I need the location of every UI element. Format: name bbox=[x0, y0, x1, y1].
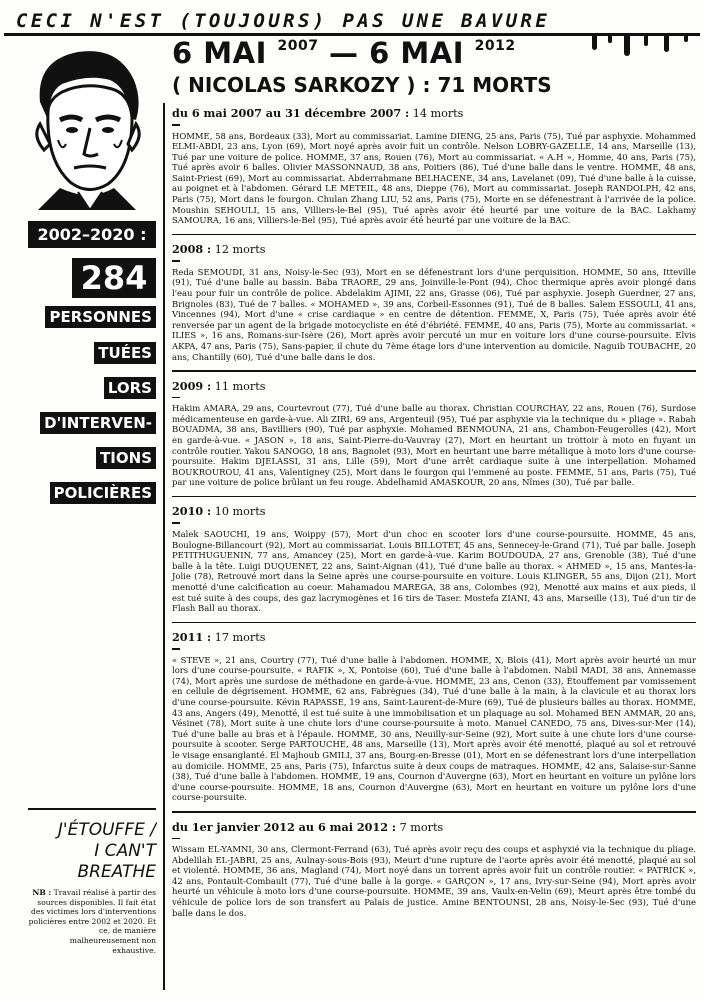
section-heading: 2011 : 17 morts bbox=[172, 630, 266, 645]
section-heading: 2008 : 12 morts bbox=[172, 242, 266, 257]
range-badge: 2002–2020 : bbox=[28, 221, 156, 248]
period-section bbox=[172, 106, 696, 226]
ink-drip bbox=[684, 34, 688, 42]
page-subtitle: ( NICOLAS SARKOZY ) : 71 MORTS bbox=[172, 73, 552, 97]
footnote: NB : Travail réalisé à partir des sources disponibles. Il fait état des victimes lors d'interventions policières entre 2002 et 2020. Et ce, de manière malheureusement non exhaustive. bbox=[28, 888, 156, 955]
banner-text: CECI N'EST (TOUJOURS) PAS UNE BAVURE bbox=[16, 10, 551, 32]
section-text: « STEVE », 21 ans, Courtry (77), Tué d'une balle à l'abdomen. HOMME, X, Blois (41), Mort après avoir heurté un mur lors d'une course-poursuite. « RAFIK », X, Pontoise (60), Tué d'une balle à l'abdomen. Nabil MADI, 38 ans, Annemasse (74), Mort après une surdose de méthadone en garde-à-vue. HOMME, 23 ans, Cenon (33), Étouffement par vomissement en cellule de dégrisement. HOMME, 62 ans, Fabrègues (34), Tué d'une balle à la main, à la clavicule et au thorax lors d'une course-poursuite. Kévin RAPASSE, 19 ans, Saint-Laurent-de-Mure (69), Tué de plusieurs balles au thorax. HOMME, 43 ans, Angers (49), Menotté, il est tué suite à une immobilisation et un plaquage au sol. Mohamed BEN AMMAR, 20 ans, Vésinet (78), Mort suite à une chute lors d'une course-poursuite à moto. Manuel CANEDO, 75 ans, Dives-sur-Mer (14), Tué d'une balle au bras et à l'épaule. HOMME, 30 ans, Neuilly-sur-Seine (92), Mort suite à une chute lors d'une course-poursuite à scooter. Serge PARTOUCHE, 48 ans, Marseille (13), Mort après avoir été menotté, plaqué au sol et retrouvé le visage ensanglanté. El Majhoub GMILI, 37 ans, Bourg-en-Bresse (01), Mort en se défenestrant lors d'une interpellation au domicile. HOMME, 25 ans, Paris (75), Infarctus suite à deux coups de matraques. HOMME, 42 ans, Salaise-sur-Sanne (38), Tué d'une balle à l'abdomen. HOMME, 19 ans, Cournon d'Auvergne (63), Mort en heurtant en voiture un pylône lors d'une course-poursuite. HOMME, 18 ans, Cournon d'Auvergne (63), Mort en heurtant en voiture un pylône lors d'une course-poursuite. bbox=[172, 654, 696, 803]
section-heading: du 1er janvier 2012 au 6 mai 2012 : 7 morts bbox=[172, 819, 444, 834]
section-divider bbox=[172, 811, 696, 813]
period-section bbox=[172, 379, 696, 488]
section-heading: 2009 : 11 morts bbox=[172, 378, 266, 393]
section-text: HOMME, 58 ans, Bordeaux (33), Mort au commissariat. Lamine DIENG, 25 ans, Paris (75), Tué par asphyxie. Mohammed ELMI-ABDI, 23 ans, Lyon (69), Mort noyé après avoir fuit un contrôle. Nelson LOBRY-GAZELLE, 14 ans, Marseille (13), Tué par une voiture de police. HOMME, 37 ans, Rouen (76), Mort au commissariat. « A.H », Homme, 40 ans, Paris (75), Tué après avoir 6 balles. Olivier MASSONNAUD, 38 ans, Poitiers (86), Tué d'une balle dans le ventre. HOMME, 48 ans, Saint-Priest (69), Mort au commissariat. Abderrahmane BELHACENE, 34 ans, Lavelanet (09), Tué d'une balle à la cuisse, au poignet et à l'abdomen. Gérard LE METEIL, 48 ans, Dieppe (76), Mort au commissariat. Joseph RANDOLPH, 42 ans, Paris (75), Mort dans le fourgon. Chulan Zhang LIU, 52 ans, Paris (75), Morte en se défenestrant à l'arrivée de la police. Moushin SEHOULI, 15 ans, Villiers-le-Bel (95), Tué après avoir été heurté par une voiture de la BAC. Lakhamy SAMOURA, 16 ans, Villiers-le-Bel (95), Tué après avoir été heurté par une voiture de la BAC. bbox=[172, 130, 696, 226]
section-heading: du 6 mai 2007 au 31 décembre 2007 : 14 morts bbox=[172, 106, 464, 120]
quote: J'ÉTOUFFE / I CAN'T BREATHE bbox=[57, 820, 156, 882]
page-title: 6 MAI $^{2007}$ — 6 MAI $^{2012}$ bbox=[172, 36, 516, 70]
period-section bbox=[172, 820, 696, 919]
section-divider bbox=[172, 496, 696, 498]
period-section bbox=[172, 242, 696, 362]
period-section bbox=[172, 630, 696, 803]
headline-word: TIONS bbox=[96, 447, 156, 469]
section-heading: 2010 : 10 morts bbox=[172, 504, 266, 519]
ink-drip bbox=[592, 34, 597, 50]
section-divider bbox=[172, 370, 696, 372]
ink-drip bbox=[624, 34, 630, 56]
section-text: Malek SAOUCHI, 19 ans, Woippy (57), Mort d'un choc en scooter lors d'une course-poursuite. HOMME, 45 ans, Boulogne-Billancourt (92), Mort au commissariat. Louis BILLOTET, 45 ans, Sennecey-le-Grand (71), Tué par balle. Joseph PETITHUGUENIN, 77 ans, Amancey (25), Mort en garde-à-vue. Karim BOUDOUDA, 27 ans, Grenoble (38), Tué d'une balle à la tête. Luigi DUQUENET, 22 ans, Saint-Aignan (41), Tué d'une balle au thorax. « AHMED », 15 ans, Mantes-la-Jolie (78), Retrouvé mort dans la Seine après une course-poursuite en voiture. Louis KLINGER, 55 ans, Dijon (21), Mort menotté d'une calcification au coeur. Mahamadou MAREGA, 38 ans, Colombes (92), Menotté aux mains et aux pieds, il est tué suite à des coups, des gaz lacrymogènes et 16 tirs de Taser. Mostefa ZIANI, 43 ans, Marseille (13), Tué d'un tir de Flash Ball au thorax. bbox=[172, 528, 696, 614]
ink-drip bbox=[608, 34, 612, 43]
ink-drip bbox=[644, 34, 648, 46]
section-text: Hakim AMARA, 29 ans, Courtevrout (77), Tué d'une balle au thorax. Christian COURCHAY, 22 ans, Rouen (76), Surdose médicamenteuse en garde-à-vue. Ali ZIRI, 69 ans, Argenteuil (95), Tué par asphyxie via la technique du « pliage ». Rabah BOUADMA, 38 ans, Bavilliers (90), Tué par asphyxie. Mohamed BENMOUNA, 21 ans, Chambon-Feugerolles (42), Mort en garde-à-vue. « JASON », 18 ans, Saint-Pierre-du-Vauvray (27), Mort en heurtant un trottoir à moto en fuyant un contrôle routier. Yakou SANOGO, 18 ans, Bagnolet (93), Mort en heurtant une barre métallique à moto lors d'une course-poursuite. Hakim DJELASSI, 31 ans, Lille (59), Mort d'une arrêt cardiaque suite à une interpellation. Mohamed BOUKROUROU, 41 ans, Valentigney (25), Mort dans le fourgon qui l'emmené au poste. FEMME, 51 ans, Paris (75), Tué par une voiture de police brûlant un feu rouge. Abdelhamid AMASKOUR, 20 ans, Nîmes (30), Tué par balle. bbox=[172, 403, 696, 488]
section-divider bbox=[172, 234, 696, 236]
count-badge: 284 bbox=[72, 258, 156, 298]
banner bbox=[4, 6, 700, 34]
column-divider bbox=[163, 103, 165, 990]
quote-divider bbox=[28, 808, 156, 810]
headline-word: PERSONNES bbox=[45, 306, 156, 328]
section-text: Reda SEMOUDI, 31 ans, Noisy-le-Sec (93), Mort en se défenestrant lors d'une perquisition. HOMME, 50 ans, Itteville (91), Tué d'une balle au bassin. Baba TRAORE, 29 ans, Joinville-le-Pont (94), Choc thermique après avoir plongé dans l'eau pour fuir un contrôle de police. Abdelakim AJIMI, 22 ans, Grasse (06), Tué par asphyxie. Joseph Guerdner, 27 ans, Brignoles (83), Tué de 7 balles. « MOHAMED », 39 ans, Corbeil-Essonnes (91), Tué de 8 balles. Salem ESSOULI, 41 ans, Vincennes (94), Mort d'une « crise cardiaque » en centre de détention. FEMME, X, Paris (75), Tuée après avoir été renversée par un agent de la brigade motocycliste en été d'ébriété. FEMME, 40 ans, Paris (75), Morte au commissariat. « ILIES », 16 ans, Romans-sur-Isère (26), Mort après avoir percuté un mur en voiture lors d'une course-poursuite. Elvis AKPA, 47 ans, Paris (75), Sans-papier, il chute du 7ème étage lors d'une intervention au domicile. Naguib TOUBACHE, 20 ans, Chantilly (60), Tué d'une balle dans le dos. bbox=[172, 266, 696, 362]
headline-word: POLICIÈRES bbox=[50, 482, 156, 504]
section-divider bbox=[172, 622, 696, 624]
headline-word: TUÉES bbox=[94, 342, 156, 364]
headline-word: D'INTERVEN- bbox=[40, 412, 156, 434]
ink-drip bbox=[664, 34, 669, 52]
victims-list bbox=[172, 106, 696, 926]
period-section bbox=[172, 504, 696, 613]
section-text: Wissam EL-YAMNI, 30 ans, Clermont-Ferrand (63), Tué après avoir reçu des coups et asphyxié via la technique du pliage. Abdelilah EL-JABRI, 25 ans, Aulnay-sous-Bois (93), Meurt d'une rupture de l'aorte après avoir été menotté, plaqué au sol et violenté. HOMME, 36 ans, Magland (74), Mort noyé dans un torrent après avoir fuit un contrôle routier. « PATRICK », 42 ans, Pontault-Combault (77), Tué d'une balle à la gorge. « GARÇON », 17 ans, Ivry-sur-Seine (94), Mort après avoir heurté un véhicule à moto lors d'une course-poursuite. HOMME, 39 ans, Vaulx-en-Velin (69), Meurt après être tombé du véhicule de police lors de son transfert au Palais de justice. Amine BENTOUNSI, 28 ans, Noisy-le-Sec (93), Tué d'une balle dans le dos. bbox=[172, 844, 696, 918]
portrait-illustration bbox=[18, 40, 156, 210]
headline-word: LORS bbox=[104, 377, 156, 399]
